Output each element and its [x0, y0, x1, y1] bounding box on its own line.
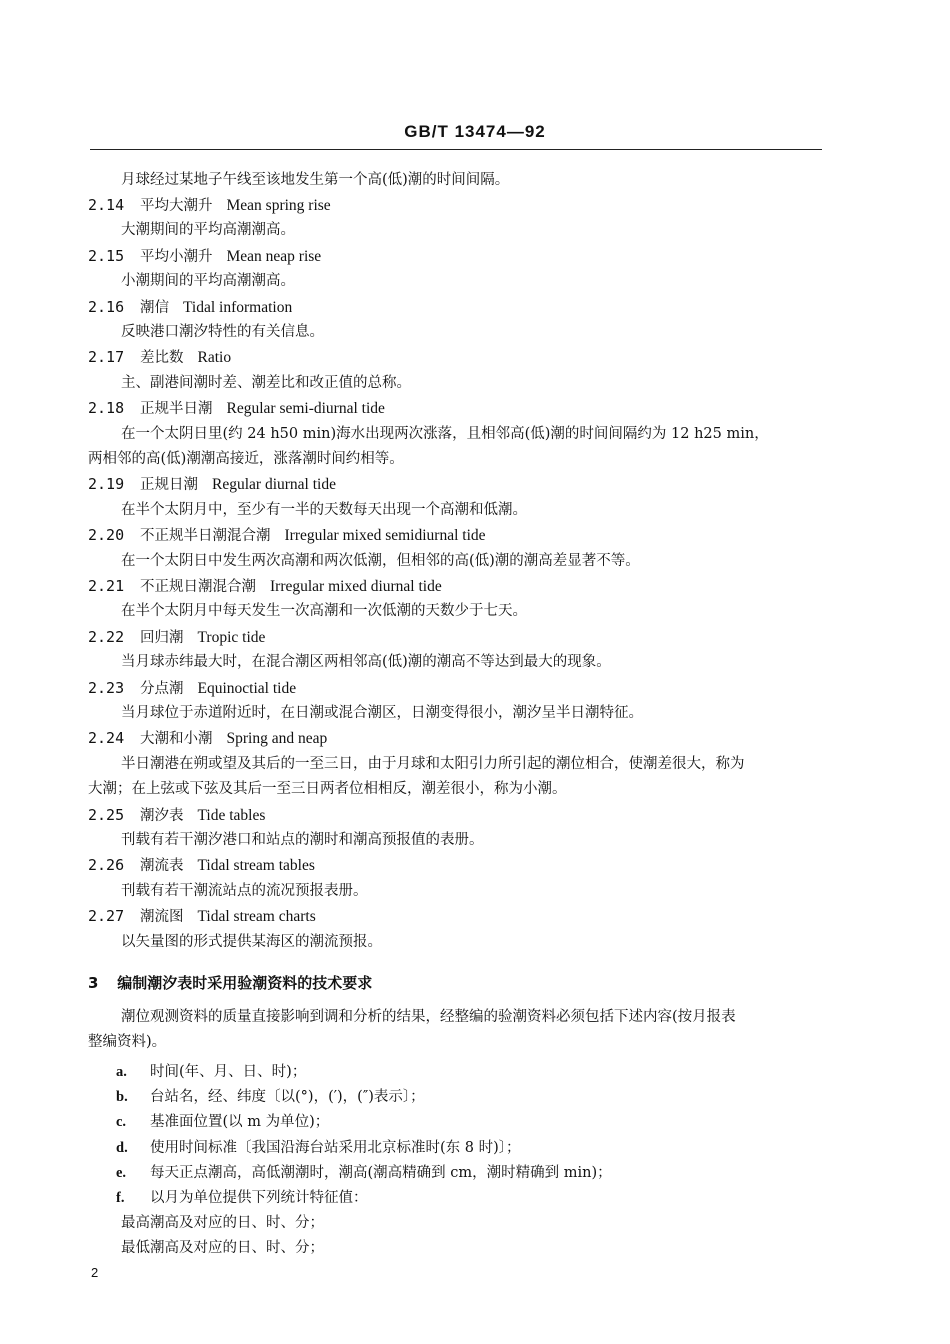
term-title-zh: 平均小潮升 [140, 249, 213, 265]
term-definition: 小潮期间的平均高潮潮高。 [121, 273, 295, 289]
section-title: 编制潮汐表时采用验潮资料的技术要求 [117, 974, 373, 992]
term-title-zh: 正规日潮 [140, 477, 198, 493]
term-title-en: Equinoctial tide [197, 680, 297, 697]
term-heading [88, 805, 265, 826]
term-number: 2.18 [88, 399, 125, 417]
term-definition: 在一个太阴日中发生两次高潮和两次低潮，但相邻的高(低)潮的潮高差显著不等。 [121, 553, 640, 569]
term-definition: 当月球赤纬最大时，在混合潮区两相邻高(低)潮的潮高不等达到最大的现象。 [121, 654, 611, 670]
item-letter: a. [116, 1064, 127, 1080]
term-title-en: Regular diurnal tide [212, 476, 336, 493]
term-definition: 刊载有若干潮流站点的流况预报表册。 [121, 883, 368, 899]
term-title-zh: 回归潮 [140, 630, 184, 646]
term-definition: 大潮期间的平均高潮潮高。 [121, 222, 295, 238]
requirement-item [116, 1188, 368, 1208]
term-title-en: Regular semi-diurnal tide [226, 400, 385, 417]
term-title-zh: 分点潮 [140, 681, 184, 697]
term-title-en: Mean spring rise [226, 197, 331, 214]
term-title-zh: 潮信 [140, 300, 169, 316]
term-heading [88, 678, 296, 699]
term-number: 2.25 [88, 806, 125, 824]
term-heading [88, 195, 331, 216]
term-number: 2.19 [88, 475, 125, 493]
section-number: 3 [88, 974, 99, 992]
term-heading [88, 474, 336, 495]
item-text: 基准面位置(以 m 为单位)； [150, 1114, 330, 1130]
term-definition: 以矢量图的形式提供某海区的潮流预报。 [121, 934, 382, 950]
term-heading [88, 906, 316, 927]
term-heading [88, 246, 321, 267]
requirement-item [116, 1138, 521, 1158]
term-title-en: Irregular mixed diurnal tide [270, 578, 442, 595]
term-title-en: Ratio [197, 349, 232, 366]
term-number: 2.14 [88, 196, 125, 214]
item-letter: c. [116, 1114, 127, 1130]
term-number: 2.27 [88, 907, 125, 925]
section-paragraph: 潮位观测资料的质量直接影响到调和分析的结果，经整编的验潮资料必须包括下述内容(按月报表 [121, 1009, 736, 1025]
header-rule [90, 149, 822, 150]
item-text: 时间(年、月、日、时)； [150, 1064, 307, 1080]
term-definition: 大潮；在上弦或下弦及其后一至三日两者位相相反，潮差很小，称为小潮。 [88, 781, 567, 797]
term-number: 2.26 [88, 856, 125, 874]
section-3-heading [88, 972, 372, 993]
requirement-item [116, 1087, 425, 1107]
page-header: GB/T 13474—92 [404, 122, 546, 141]
term-heading [88, 297, 292, 318]
requirement-item [116, 1062, 306, 1082]
item-text: 每天正点潮高，高低潮潮时，潮高(潮高精确到 cm，潮时精确到 min)； [150, 1165, 612, 1181]
term-title-en: Tidal stream charts [197, 908, 316, 925]
term-title-zh: 大潮和小潮 [140, 731, 213, 747]
requirement-item [116, 1163, 612, 1183]
term-number: 2.17 [88, 348, 125, 366]
requirement-item [116, 1112, 329, 1132]
term-number: 2.24 [88, 729, 125, 747]
term-heading [88, 627, 265, 648]
term-definition: 当月球位于赤道附近时，在日潮或混合潮区，日潮变得很小，潮汐呈半日潮特征。 [121, 705, 643, 721]
tail-line: 最低潮高及对应的日、时、分； [121, 1240, 324, 1256]
term-title-en: Tide tables [197, 807, 266, 824]
term-definition: 在一个太阴日里(约 24 h50 min)海水出现两次涨落，且相邻高(低)潮的时间间隔约为 12 h25 min， [121, 426, 769, 442]
term-heading [88, 576, 442, 597]
term-definition: 两相邻的高(低)潮潮高接近，涨落潮时间约相等。 [88, 451, 404, 467]
term-title-zh: 不正规日潮混合潮 [140, 579, 256, 595]
term-definition: 半日潮港在朔或望及其后的一至三日，由于月球和太阳引力所引起的潮位相合，使潮差很大，称为 [121, 756, 745, 772]
term-definition: 在半个太阴月中，至少有一半的天数每天出现一个高潮和低潮。 [121, 502, 527, 518]
term-title-en: Spring and neap [226, 730, 328, 747]
term-title-en: Tidal stream tables [197, 857, 315, 874]
term-title-en: Irregular mixed semidiurnal tide [284, 527, 486, 544]
item-text: 以月为单位提供下列统计特征值： [150, 1190, 368, 1206]
term-title-zh: 潮流图 [140, 909, 184, 925]
term-title-zh: 正规半日潮 [140, 401, 213, 417]
term-heading [88, 347, 231, 368]
term-title-zh: 差比数 [140, 350, 184, 366]
term-title-zh: 潮流表 [140, 858, 184, 874]
term-definition: 在半个太阴月中每天发生一次高潮和一次低潮的天数少于七天。 [121, 603, 527, 619]
term-heading [88, 398, 385, 419]
item-text: 使用时间标准〔我国沿海台站采用北京标准时(东 8 时)〕； [150, 1140, 521, 1156]
item-letter: f. [116, 1190, 125, 1206]
term-title-en: Mean neap rise [226, 248, 322, 265]
term-definition: 反映港口潮汐特性的有关信息。 [121, 324, 324, 340]
term-number: 2.22 [88, 628, 125, 646]
term-number: 2.23 [88, 679, 125, 697]
term-title-en: Tidal information [183, 299, 293, 316]
term-title-zh: 不正规半日潮混合潮 [140, 528, 271, 544]
item-text: 台站名，经、纬度〔以(°)，(′)，(″)表示〕； [150, 1089, 425, 1105]
term-heading [88, 728, 327, 749]
section-paragraph: 整编资料)。 [88, 1034, 167, 1050]
term-definition: 刊载有若干潮汐港口和站点的潮时和潮高预报值的表册。 [121, 832, 484, 848]
term-number: 2.15 [88, 247, 125, 265]
term-heading [88, 855, 315, 876]
item-letter: d. [116, 1140, 128, 1156]
item-letter: e. [116, 1165, 127, 1181]
page-number: 2 [91, 1265, 99, 1280]
term-number: 2.21 [88, 577, 125, 595]
term-title-zh: 潮汐表 [140, 808, 184, 824]
term-title-zh: 平均大潮升 [140, 198, 213, 214]
intro-line: 月球经过某地子午线至该地发生第一个高(低)潮的时间间隔。 [121, 172, 510, 188]
tail-line: 最高潮高及对应的日、时、分； [121, 1215, 324, 1231]
item-letter: b. [116, 1089, 128, 1105]
term-number: 2.20 [88, 526, 125, 544]
term-number: 2.16 [88, 298, 125, 316]
term-title-en: Tropic tide [197, 629, 266, 646]
term-heading [88, 525, 486, 546]
term-definition: 主、副港间潮时差、潮差比和改正值的总称。 [121, 375, 411, 391]
